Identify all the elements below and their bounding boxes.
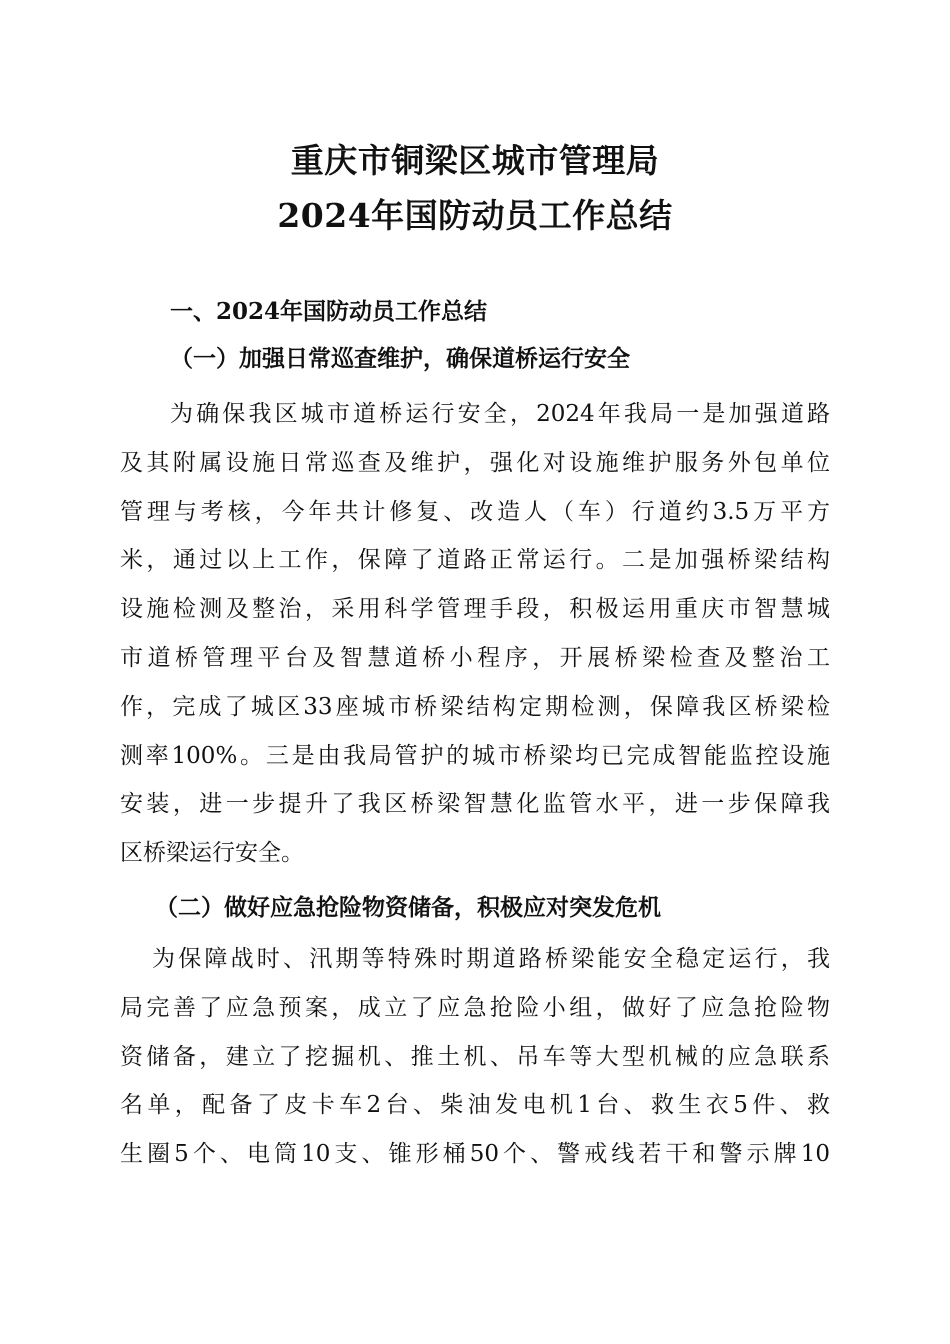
section-1-heading: 一、2024年国防动员工作总结 — [170, 298, 488, 325]
paragraph-line: 资储备，建立了挖掘机、推土机、吊车等大型机械的应急联系 — [120, 1043, 830, 1070]
subsection-1-heading: （一）加强日常巡查维护，确保道桥运行安全 — [170, 345, 630, 372]
paragraph-line: 区桥梁运行安全。 — [120, 840, 304, 867]
paragraph-line: 测率100%。三是由我局管护的城市桥梁均已完成智能监控设施 — [120, 742, 830, 769]
paragraph-line: 为确保我区城市道桥运行安全，2024年我局一是加强道路 — [170, 401, 830, 427]
document-title-line-2: 2024年国防动员工作总结 — [277, 196, 673, 235]
paragraph-2 — [120, 935, 830, 1179]
paragraph-line: 米，通过以上工作，保障了道路正常运行。二是加强桥梁结构 — [120, 547, 830, 574]
paragraph-line: 生圈5个、电筒10支、锥形桶50个、警戒线若干和警示牌10 — [120, 1141, 830, 1168]
paragraph-line: 局完善了应急预案，成立了应急抢险小组，做好了应急抢险物 — [120, 994, 830, 1021]
paragraph-line: 为保障战时、汛期等特殊时期道路桥梁能安全稳定运行，我 — [152, 946, 830, 972]
subsection-2-heading: （二）做好应急抢险物资储备，积极应对突发危机 — [155, 894, 661, 921]
paragraph-line: 及其附属设施日常巡查及维护，强化对设施维护服务外包单位 — [120, 449, 830, 476]
paragraph-line: 管理与考核，今年共计修复、改造人（车）行道约3.5万平方 — [120, 498, 830, 525]
paragraph-line: 名单，配备了皮卡车2台、柴油发电机1台、救生衣5件、救 — [120, 1092, 830, 1119]
paragraph-line: 作，完成了城区33座城市桥梁结构定期检测，保障我区桥梁检 — [120, 693, 830, 720]
paragraph-line: 设施检测及整治，采用科学管理手段，积极运用重庆市智慧城 — [120, 596, 830, 623]
paragraph-1 — [120, 390, 830, 878]
paragraph-line: 市道桥管理平台及智慧道桥小程序，开展桥梁检查及整治工 — [120, 644, 830, 671]
paragraph-line: 安装，进一步提升了我区桥梁智慧化监管水平，进一步保障我 — [120, 791, 830, 818]
document-title-line-1: 重庆市铜梁区城市管理局 — [290, 141, 660, 180]
